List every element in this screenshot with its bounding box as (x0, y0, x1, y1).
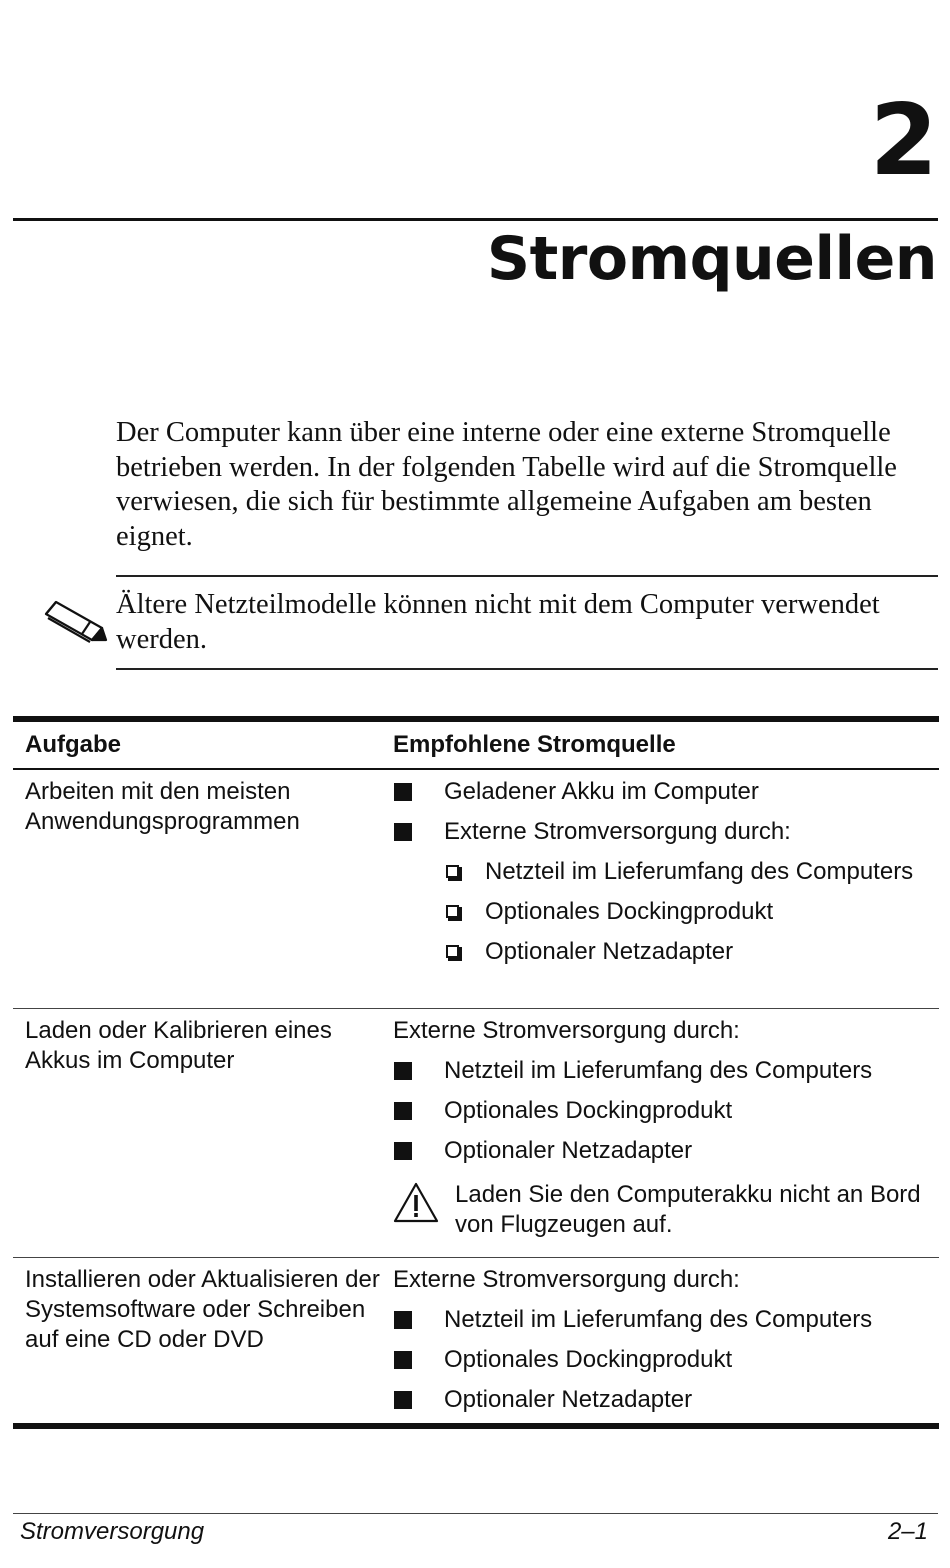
checkbox-bullet-icon (446, 945, 459, 958)
list-item: Optionaler Netzadapter (393, 1385, 939, 1415)
sub-list-item: Optionaler Netzadapter (393, 937, 939, 967)
header-task: Aufgabe (25, 731, 121, 758)
square-bullet-icon (394, 1391, 412, 1409)
row-task: Arbeiten mit den meisten Anwendungsprogrammen (25, 778, 300, 835)
row-power-source (393, 1258, 939, 1423)
row-task: Laden oder Kalibrieren eines Akkus im Computer (25, 1017, 332, 1074)
chapter-number: 2 (869, 84, 936, 198)
page-number: 2–1 (887, 1518, 928, 1545)
row-power-source (393, 1009, 939, 1257)
warning-triangle-icon (393, 1182, 439, 1224)
chapter-title: Stromquellen (486, 224, 937, 294)
note-bottom-rule (116, 668, 938, 670)
power-source-table (13, 716, 939, 1429)
table-header-row (13, 722, 939, 770)
chapter-divider (13, 218, 938, 221)
sub-list-item: Netzteil im Lieferumfang des Computers (393, 857, 939, 887)
row-task: Installieren oder Aktualisieren der Systemsoftware oder Schreiben auf eine CD oder DVD (25, 1266, 380, 1353)
list-item: Externe Stromversorgung durch: (393, 817, 939, 847)
list-lead: Externe Stromversorgung durch: (393, 1266, 740, 1293)
list-lead: Externe Stromversorgung durch: (393, 1017, 740, 1044)
table-row (13, 1257, 939, 1423)
caution-note (393, 1180, 939, 1240)
caution-text: Laden Sie den Computerakku nicht an Bord von Flugzeugen auf. (455, 1181, 921, 1238)
pencil-note-icon (42, 594, 108, 644)
list-item: Optionales Dockingprodukt (393, 1345, 939, 1375)
checkbox-bullet-icon (446, 865, 459, 878)
list-item: Optionales Dockingprodukt (393, 1096, 939, 1126)
list-item: Optionaler Netzadapter (393, 1136, 939, 1166)
list-item: Geladener Akku im Computer (393, 777, 939, 807)
footer-section-title: Stromversorgung (20, 1518, 205, 1545)
square-bullet-icon (394, 1142, 412, 1160)
checkbox-bullet-icon (446, 905, 459, 918)
footer-rule (13, 1513, 938, 1514)
row-power-source (393, 770, 939, 1008)
header-power-source: Empfohlene Stromquelle (393, 731, 676, 758)
square-bullet-icon (394, 1062, 412, 1080)
square-bullet-icon (394, 783, 412, 801)
square-bullet-icon (394, 1102, 412, 1120)
note-text: Ältere Netzteilmodelle können nicht mit dem Computer verwendet werden. (116, 589, 880, 655)
table-row (13, 1008, 939, 1257)
table-row (13, 770, 939, 1008)
sub-list-item: Optionales Dockingprodukt (393, 897, 939, 927)
intro-paragraph: Der Computer kann über eine interne oder eine externe Stromquelle betrieben werden. In der folgenden Tabelle wird auf die Stromquelle verwiesen, die sich für bestimmte allgemeine Aufgaben am besten eignet. (116, 417, 897, 552)
square-bullet-icon (394, 1311, 412, 1329)
note-top-rule (116, 575, 938, 577)
list-item: Netzteil im Lieferumfang des Computers (393, 1305, 939, 1335)
square-bullet-icon (394, 823, 412, 841)
list-item: Netzteil im Lieferumfang des Computers (393, 1056, 939, 1086)
square-bullet-icon (394, 1351, 412, 1369)
